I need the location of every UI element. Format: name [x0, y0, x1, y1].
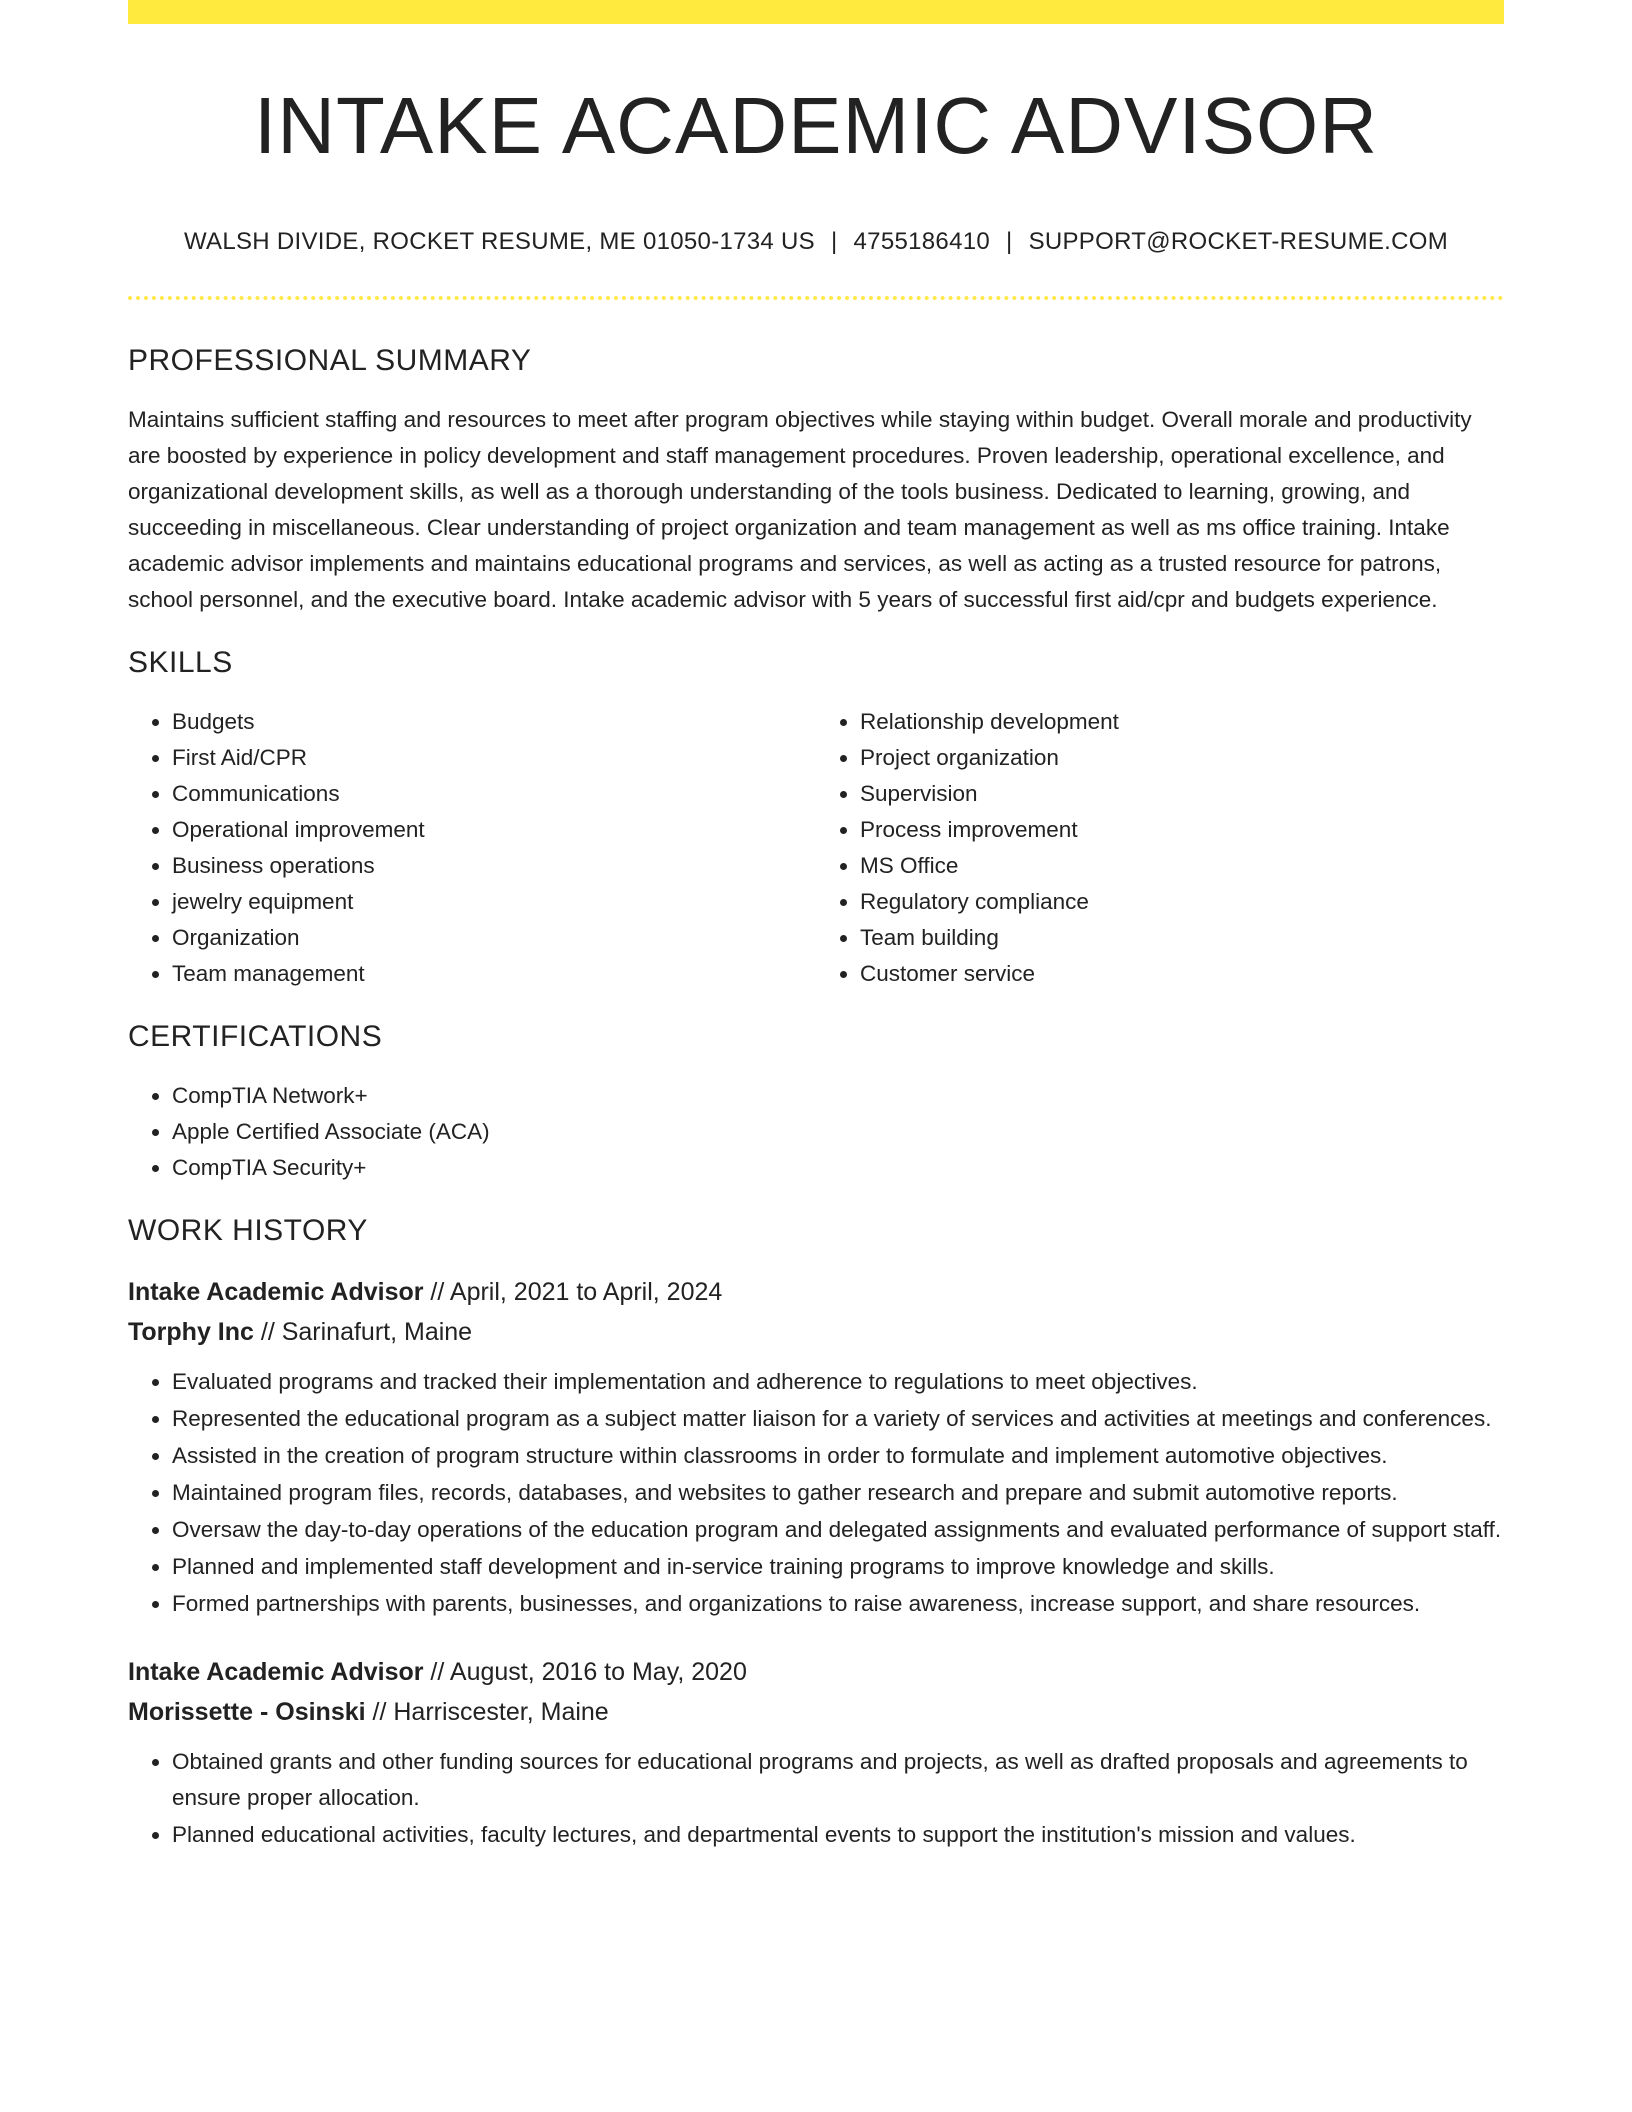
job-role: Intake Academic Advisor — [128, 1278, 424, 1306]
separator: | — [1006, 228, 1013, 255]
skill-item: • jewelry equipment — [172, 884, 816, 920]
candidate-title: INTAKE ACADEMIC ADVISOR — [254, 81, 1378, 170]
job-bullet: • Oversaw the day-to-day operations of the education program and delegated assignments and evaluated performance of support staff. — [172, 1512, 1504, 1548]
skill-item: • Customer service — [860, 956, 1504, 992]
job-title-line — [128, 1652, 1504, 1692]
job-dates: // August, 2016 to May, 2020 — [423, 1658, 747, 1686]
skill-item: • First Aid/CPR — [172, 740, 816, 776]
contact-address: WALSH DIVIDE, ROCKET RESUME, ME 01050-1734 US — [183, 228, 815, 255]
contact-line — [128, 228, 1504, 256]
skills-column-right — [816, 704, 1504, 992]
dotted-divider — [128, 296, 1504, 300]
certification-item: • CompTIA Security+ — [172, 1150, 1504, 1186]
skill-item: • Supervision — [860, 776, 1504, 812]
job-entry — [128, 1652, 1504, 1853]
job-location: // Sarinafurt, Maine — [253, 1318, 473, 1346]
job-bullet: • Assisted in the creation of program structure within classrooms in order to formulate and implement automotive objectives. — [172, 1438, 1504, 1474]
certifications-heading: CERTIFICATIONS — [128, 1020, 383, 1053]
skill-item: • Relationship development — [860, 704, 1504, 740]
work-history-heading: WORK HISTORY — [128, 1214, 368, 1247]
skills-column-left — [128, 704, 816, 992]
job-location: // Harriscester, Maine — [365, 1698, 609, 1726]
job-bullet: • Planned educational activities, faculty lectures, and departmental events to support the institution's mission and values. — [172, 1817, 1504, 1853]
skill-item: • Budgets — [172, 704, 816, 740]
separator: | — [830, 228, 838, 255]
skill-item: • MS Office — [860, 848, 1504, 884]
job-bullet: • Planned and implemented staff development and in-service training programs to improve knowledge and skills. — [172, 1549, 1504, 1585]
skill-item: • Operational improvement — [172, 812, 816, 848]
skill-item: • Regulatory compliance — [860, 884, 1504, 920]
skill-item: • Communications — [172, 776, 816, 812]
skill-item: • Process improvement — [860, 812, 1504, 848]
skill-item: • Team building — [860, 920, 1504, 956]
skills-list — [128, 704, 1504, 992]
job-bullet: • Formed partnerships with parents, businesses, and organizations to raise awareness, increase support, and share resources. — [172, 1586, 1504, 1622]
job-company-line — [128, 1692, 1504, 1732]
job-bullet: • Maintained program files, records, databases, and websites to gather research and prepare and submit automotive reports. — [172, 1475, 1504, 1511]
resume-page — [128, 0, 1504, 1854]
job-title-line — [128, 1272, 1504, 1312]
summary-text: Maintains sufficient staffing and resources to meet after program objectives while staying within budget. Overall morale and productivity are boosted by experience in policy development and staff management procedures. Proven leadership, operational excellence, and organizational development skills, as well as a thorough understanding of the tools business. Dedicated to learning, growing, and succeeding in miscellaneous. Clear understanding of project organization and team management as well as ms office training. Intake academic advisor implements and maintains educational programs and services, as well as acting as a trusted resource for patrons, school personnel, and the executive board. Intake academic advisor with 5 years of successful first aid/cpr and budgets experience. — [128, 407, 1472, 612]
skill-item: • Organization — [172, 920, 816, 956]
job-company: Morissette - Osinski — [128, 1698, 366, 1726]
certification-item: • CompTIA Network+ — [172, 1078, 1504, 1114]
job-company: Torphy Inc — [128, 1318, 254, 1346]
job-bullets — [128, 1744, 1504, 1853]
skills-heading: SKILLS — [128, 646, 233, 679]
summary-heading: PROFESSIONAL SUMMARY — [128, 344, 532, 377]
certification-item: • Apple Certified Associate (ACA) — [172, 1114, 1504, 1150]
skill-item: • Team management — [172, 956, 816, 992]
job-bullet: • Represented the educational program as a subject matter liaison for a variety of services and activities at meetings and conferences. — [172, 1401, 1504, 1437]
job-role: Intake Academic Advisor — [128, 1658, 424, 1686]
job-entry — [128, 1272, 1504, 1622]
accent-bar — [128, 0, 1504, 24]
contact-phone: 4755186410 — [853, 228, 991, 255]
job-bullets — [128, 1364, 1504, 1622]
skill-item: • Business operations — [172, 848, 816, 884]
certifications-list — [128, 1078, 1504, 1186]
job-bullet: • Obtained grants and other funding sources for educational programs and projects, as well as drafted proposals and agreements to ensure proper allocation. — [172, 1744, 1504, 1816]
job-dates: // April, 2021 to April, 2024 — [423, 1278, 723, 1306]
contact-email: SUPPORT@ROCKET-RESUME.COM — [1028, 228, 1449, 255]
job-bullet: • Evaluated programs and tracked their implementation and adherence to regulations to meet objectives. — [172, 1364, 1504, 1400]
skill-item: • Project organization — [860, 740, 1504, 776]
job-company-line — [128, 1312, 1504, 1352]
